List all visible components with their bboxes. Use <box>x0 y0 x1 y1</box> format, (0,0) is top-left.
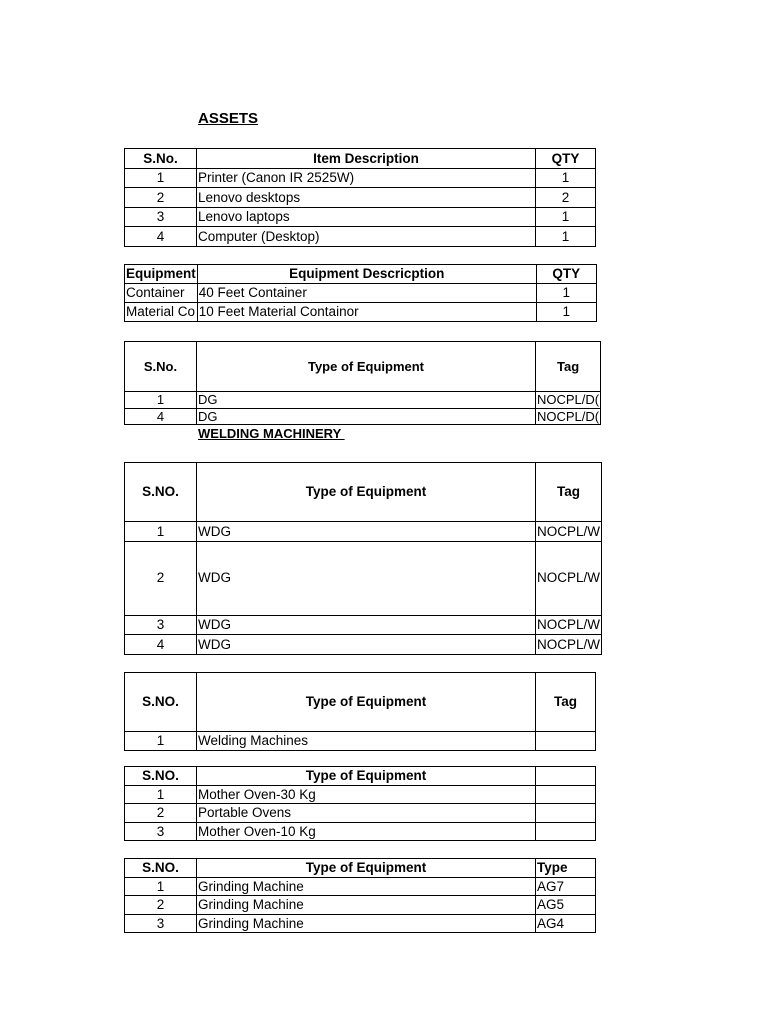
cell-type-of-equipment: Grinding Machine <box>197 914 536 933</box>
table-row <box>125 635 602 655</box>
table-header-row <box>125 673 596 732</box>
table-row <box>125 284 597 303</box>
cell-type: Portable Ovens <box>197 804 536 823</box>
cell-sno: 4 <box>125 227 197 247</box>
cell-type: Mother Oven-30 Kg <box>197 785 536 804</box>
table-row <box>125 303 597 322</box>
cell-qty: 1 <box>536 168 596 188</box>
cell-type: WDG <box>197 615 536 635</box>
table-row <box>125 408 601 425</box>
header-type-of-equipment: Type of Equipment <box>197 767 536 786</box>
cell-sno: 1 <box>125 785 197 804</box>
cell-sno: 3 <box>125 615 197 635</box>
table-row <box>125 227 596 247</box>
cell-tag: NOCPL/W <box>536 522 602 542</box>
cell-equipment: Material Co <box>125 303 198 322</box>
welding-table <box>124 462 602 655</box>
cell-sno: 1 <box>125 522 197 542</box>
table-row <box>125 392 601 409</box>
table-row <box>125 207 596 227</box>
cell-type-of-equipment: Grinding Machine <box>197 877 536 896</box>
cell-tag: NOCPL/D( <box>537 392 600 408</box>
table-header-row <box>125 342 601 392</box>
welding-machines-table <box>124 672 596 751</box>
header-type-of-equipment: Type of Equipment <box>197 342 536 392</box>
cell-sno: 2 <box>125 804 197 823</box>
cell-sno: 2 <box>125 188 197 208</box>
table-row <box>125 732 596 751</box>
table-row <box>125 877 596 896</box>
header-tag: Tag <box>536 342 601 392</box>
cell-tag: NOCPL/W <box>536 541 602 615</box>
header-sno: S.No. <box>125 149 197 169</box>
cell-type: DG <box>197 408 536 425</box>
cell-extra <box>536 822 596 841</box>
cell-extra <box>536 804 596 823</box>
table-header-row <box>125 463 602 522</box>
cell-type: AG4 <box>536 914 596 933</box>
header-type-of-equipment: Type of Equipment <box>197 859 536 878</box>
cell-sno: 2 <box>125 541 197 615</box>
cell-qty: 1 <box>536 227 596 247</box>
header-type-of-equipment: Type of Equipment <box>197 673 536 732</box>
cell-sno: 4 <box>125 635 197 655</box>
cell-sno: 4 <box>125 408 197 425</box>
cell-extra <box>536 785 596 804</box>
table-header-row <box>125 859 596 878</box>
header-qty: QTY <box>536 149 596 169</box>
header-tag: Tag <box>536 673 596 732</box>
cell-type: Mother Oven-10 Kg <box>197 822 536 841</box>
equipment-table <box>124 264 597 322</box>
cell-type: WDG <box>197 522 536 542</box>
table-header-row <box>125 767 596 786</box>
cell-sno: 1 <box>125 168 197 188</box>
header-item-description: Item Description <box>197 149 536 169</box>
header-equipment-description: Equipment Descricption <box>197 265 536 284</box>
cell-type: WDG <box>197 635 536 655</box>
assets-table <box>124 148 596 247</box>
cell-sno: 3 <box>125 822 197 841</box>
header-type: Type <box>536 859 596 878</box>
header-tag: Tag <box>536 463 602 522</box>
table-header-row <box>125 265 597 284</box>
header-sno: S.NO. <box>125 767 197 786</box>
cell-description: Lenovo laptops <box>197 207 536 227</box>
table-row <box>125 541 602 615</box>
table-row <box>125 168 596 188</box>
cell-description: Printer (Canon IR 2525W) <box>197 168 536 188</box>
cell-type: AG5 <box>536 896 596 915</box>
cell-type: Welding Machines <box>197 732 536 751</box>
table-row <box>125 785 596 804</box>
cell-tag <box>536 732 596 751</box>
cell-type-of-equipment: Grinding Machine <box>197 896 536 915</box>
cell-sno: 3 <box>125 914 197 933</box>
assets-heading: ASSETS <box>198 110 259 127</box>
cell-description: Computer (Desktop) <box>197 227 536 247</box>
cell-description: Lenovo desktops <box>197 188 536 208</box>
cell-qty: 2 <box>536 188 596 208</box>
table-row <box>125 822 596 841</box>
header-equipment: Equipment <box>125 265 198 284</box>
dg-table <box>124 341 601 425</box>
cell-sno: 1 <box>125 877 197 896</box>
table-row <box>125 914 596 933</box>
cell-type: WDG <box>197 541 536 615</box>
table-row <box>125 804 596 823</box>
header-sno: S.NO. <box>125 859 197 878</box>
cell-equipment: Container <box>125 284 198 303</box>
header-blank <box>536 767 596 786</box>
cell-description: 10 Feet Material Containor <box>197 303 536 322</box>
cell-qty: 1 <box>536 284 596 303</box>
table-row <box>125 522 602 542</box>
ovens-table <box>124 766 596 841</box>
cell-tag: NOCPL/W <box>536 615 602 635</box>
welding-machinery-heading: WELDING MACHINERY <box>198 426 345 441</box>
cell-type: AG7 <box>536 877 596 896</box>
table-row <box>125 188 596 208</box>
header-sno: S.No. <box>125 342 197 392</box>
cell-tag: NOCPL/W <box>536 635 602 655</box>
table-row <box>125 896 596 915</box>
cell-type: DG <box>197 392 536 409</box>
cell-description: 40 Feet Container <box>197 284 536 303</box>
header-type-of-equipment: Type of Equipment <box>197 463 536 522</box>
header-sno: S.NO. <box>125 673 197 732</box>
cell-sno: 3 <box>125 207 197 227</box>
cell-qty: 1 <box>536 303 596 322</box>
header-sno: S.NO. <box>125 463 197 522</box>
grinding-table <box>124 858 596 933</box>
table-header-row <box>125 149 596 169</box>
cell-sno: 2 <box>125 896 197 915</box>
header-qty: QTY <box>536 265 596 284</box>
cell-sno: 1 <box>125 392 197 409</box>
cell-tag: NOCPL/D( <box>537 408 600 424</box>
table-row <box>125 615 602 635</box>
cell-qty: 1 <box>536 207 596 227</box>
cell-sno: 1 <box>125 732 197 751</box>
